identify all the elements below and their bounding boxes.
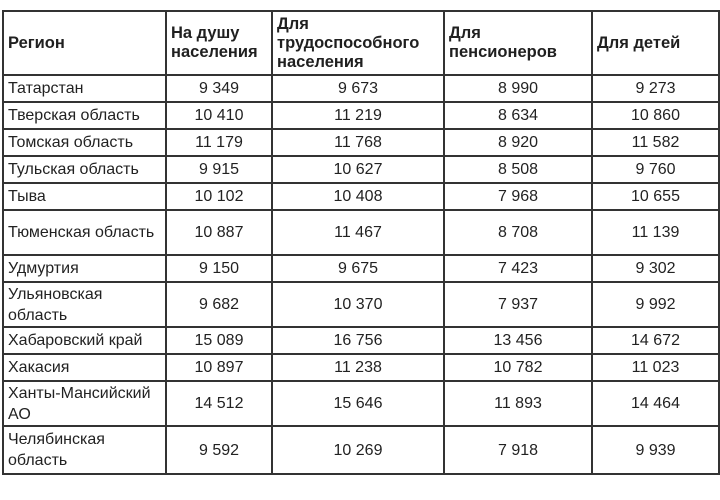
per-capita-cell: 10 102 — [166, 183, 272, 210]
children-cell: 9 939 — [592, 426, 719, 474]
region-cell: Хакасия — [3, 354, 166, 381]
children-cell: 9 760 — [592, 156, 719, 183]
per-capita-cell: 9 682 — [166, 282, 272, 327]
working-age-cell: 10 269 — [272, 426, 444, 474]
table-row — [3, 156, 719, 183]
working-age-cell: 10 627 — [272, 156, 444, 183]
pensioners-cell: 7 918 — [444, 426, 592, 474]
table-row — [3, 426, 719, 474]
working-age-cell: 10 408 — [272, 183, 444, 210]
region-cell: Татарстан — [3, 75, 166, 102]
header-per-capita: На душу населения — [166, 11, 272, 75]
working-age-cell: 9 673 — [272, 75, 444, 102]
per-capita-cell: 9 150 — [166, 255, 272, 282]
working-age-cell: 11 768 — [272, 129, 444, 156]
children-cell: 11 139 — [592, 210, 719, 255]
subsistence-minimum-table-container — [2, 10, 718, 475]
children-cell: 11 023 — [592, 354, 719, 381]
pensioners-cell: 8 508 — [444, 156, 592, 183]
table-row — [3, 354, 719, 381]
working-age-cell: 11 219 — [272, 102, 444, 129]
children-cell: 14 672 — [592, 327, 719, 354]
region-cell: Тыва — [3, 183, 166, 210]
children-cell: 10 655 — [592, 183, 719, 210]
per-capita-cell: 10 887 — [166, 210, 272, 255]
table-row — [3, 75, 719, 102]
per-capita-cell: 9 592 — [166, 426, 272, 474]
table-row — [3, 255, 719, 282]
table-header — [3, 11, 719, 75]
region-cell: Удмуртия — [3, 255, 166, 282]
header-row — [3, 11, 719, 75]
pensioners-cell: 8 634 — [444, 102, 592, 129]
region-cell: Тюменская область — [3, 210, 166, 255]
pensioners-cell: 11 893 — [444, 381, 592, 426]
working-age-cell: 9 675 — [272, 255, 444, 282]
header-region: Регион — [3, 11, 166, 75]
per-capita-cell: 9 915 — [166, 156, 272, 183]
per-capita-cell: 11 179 — [166, 129, 272, 156]
table-row — [3, 183, 719, 210]
children-cell: 11 582 — [592, 129, 719, 156]
region-cell: Томская область — [3, 129, 166, 156]
per-capita-cell: 9 349 — [166, 75, 272, 102]
region-cell: Челябинская область — [3, 426, 166, 474]
working-age-cell: 10 370 — [272, 282, 444, 327]
pensioners-cell: 7 937 — [444, 282, 592, 327]
header-children: Для детей — [592, 11, 719, 75]
working-age-cell: 11 467 — [272, 210, 444, 255]
pensioners-cell: 7 968 — [444, 183, 592, 210]
table-row — [3, 282, 719, 327]
table-row — [3, 381, 719, 426]
table-row — [3, 210, 719, 255]
children-cell: 14 464 — [592, 381, 719, 426]
pensioners-cell: 8 920 — [444, 129, 592, 156]
table-row — [3, 102, 719, 129]
children-cell: 9 273 — [592, 75, 719, 102]
per-capita-cell: 10 897 — [166, 354, 272, 381]
subsistence-minimum-table — [2, 10, 720, 475]
table-body — [3, 75, 719, 474]
per-capita-cell: 14 512 — [166, 381, 272, 426]
table-row — [3, 129, 719, 156]
working-age-cell: 11 238 — [272, 354, 444, 381]
pensioners-cell: 7 423 — [444, 255, 592, 282]
table-row — [3, 327, 719, 354]
pensioners-cell: 13 456 — [444, 327, 592, 354]
children-cell: 9 992 — [592, 282, 719, 327]
region-cell: Ульяновская область — [3, 282, 166, 327]
region-cell: Тульская область — [3, 156, 166, 183]
per-capita-cell: 10 410 — [166, 102, 272, 129]
pensioners-cell: 8 990 — [444, 75, 592, 102]
region-cell: Хабаровский край — [3, 327, 166, 354]
children-cell: 9 302 — [592, 255, 719, 282]
region-cell: Тверская область — [3, 102, 166, 129]
per-capita-cell: 15 089 — [166, 327, 272, 354]
working-age-cell: 16 756 — [272, 327, 444, 354]
working-age-cell: 15 646 — [272, 381, 444, 426]
header-working-age: Для трудоспособного населения — [272, 11, 444, 75]
children-cell: 10 860 — [592, 102, 719, 129]
header-pensioners: Для пенсионеров — [444, 11, 592, 75]
pensioners-cell: 8 708 — [444, 210, 592, 255]
region-cell: Ханты-Мансийский АО — [3, 381, 166, 426]
pensioners-cell: 10 782 — [444, 354, 592, 381]
